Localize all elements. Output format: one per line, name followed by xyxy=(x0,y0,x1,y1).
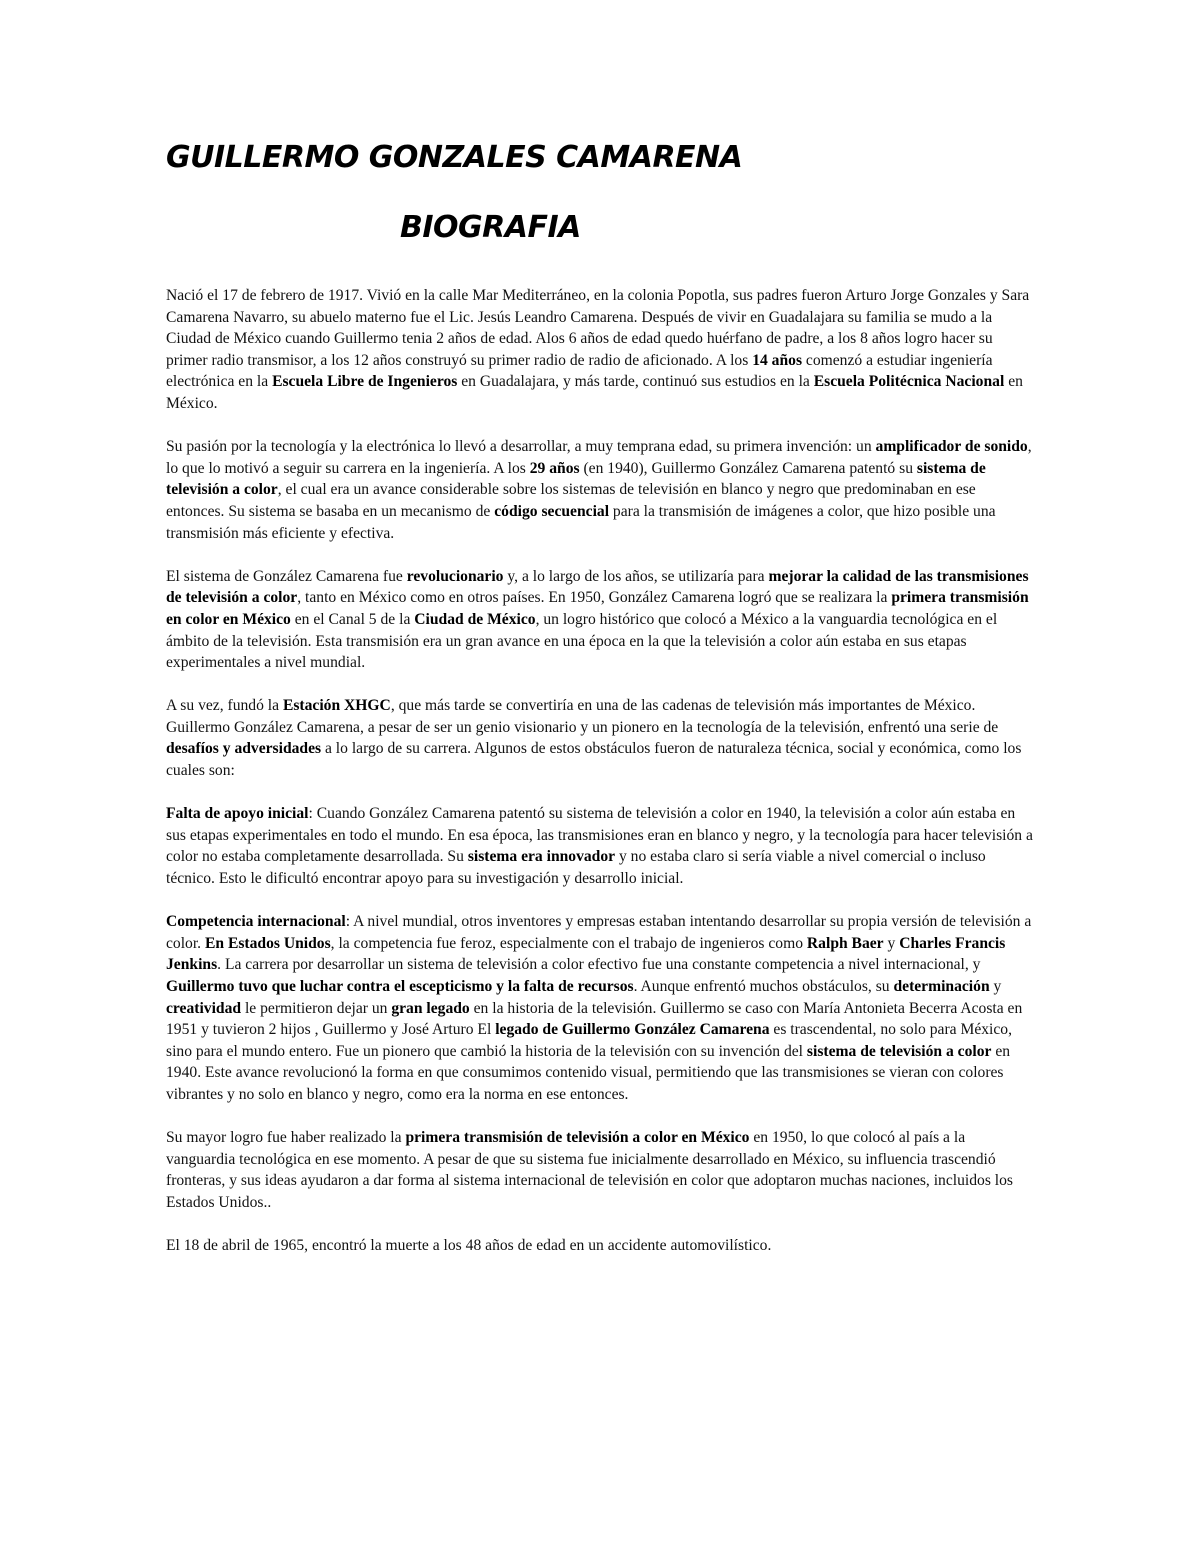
bold-phrase: desafíos y adversidades xyxy=(166,740,322,758)
bold-phrase: Escuela Politécnica Nacional xyxy=(813,373,1005,391)
body-paragraph xyxy=(166,695,1034,781)
bold-phrase: gran legado xyxy=(391,999,470,1017)
text-run: , lo que lo motivó a seguir su carrera en la ingeniería. A los xyxy=(166,438,1032,477)
text-run: en México. xyxy=(166,373,1023,412)
bold-phrase: sistema de televisión a color xyxy=(806,1042,992,1060)
bold-phrase: 14 años xyxy=(752,351,803,369)
text-run: : Cuando González Camarena patentó su sistema de televisión a color en 1940, la televisión a color aún estaba en sus etapas experimentales en todo el mundo. En esa época, las transmisiones eran en blanco y negro, y la tecnología para hacer televisión a color no estaba completamente desarrollada. Su xyxy=(166,805,1033,866)
text-run: en 1940. Este avance revolucionó la forma en que consumimos contenido visual, permitiendo que las transmisiones se vieran con colores vibrantes y no solo en blanco y negro, como era la norma en ese entonces. xyxy=(166,1042,1011,1103)
bold-phrase: Ciudad de México xyxy=(414,610,536,628)
text-run: en Guadalajara, y más tarde, continuó sus estudios en la xyxy=(457,373,814,391)
body-paragraph xyxy=(166,436,1034,544)
bold-phrase: primera transmisión de televisión a color en México xyxy=(405,1129,750,1147)
bold-phrase: creatividad xyxy=(166,999,242,1017)
document-subtitle: BIOGRAFIA xyxy=(400,210,581,245)
bold-phrase: Falta de apoyo inicial xyxy=(166,805,309,823)
bold-phrase: legado de Guillermo González Camarena xyxy=(495,1021,770,1039)
bold-phrase: Escuela Libre de Ingenieros xyxy=(272,373,458,391)
text-run: y xyxy=(989,978,1002,995)
bold-phrase: Competencia internacional xyxy=(166,913,346,931)
text-run: . La carrera por desarrollar un sistema de televisión a color efectivo fue una constante competencia a nivel internacional, y xyxy=(217,956,981,974)
text-run: le permitieron dejar un xyxy=(241,999,392,1017)
text-run: a lo largo de su carrera. Algunos de estos obstáculos fueron de naturaleza técnica, social y económica, como los cuales son: xyxy=(166,740,1022,780)
bold-phrase: amplificador de sonido xyxy=(875,438,1028,456)
text-run: El sistema de González Camarena fue xyxy=(166,567,407,585)
text-run: es trascendental, no solo para México, sino para el mundo entero. Fue un pionero que cambió la historia de la televisión con su invención del xyxy=(166,1021,1012,1060)
bold-phrase: Ralph Baer xyxy=(806,934,884,952)
text-run: para la transmisión de imágenes a color, que hizo posible una transmisión más eficiente y efectiva. xyxy=(166,502,996,542)
bold-phrase: Charles Francis Jenkins xyxy=(166,934,1006,974)
text-run: en el Canal 5 de la xyxy=(290,610,415,628)
body-paragraph xyxy=(166,803,1034,889)
document-body xyxy=(166,285,1034,1278)
text-run: . Aunque enfrentó muchos obstáculos, su xyxy=(633,978,894,995)
text-run: en 1950, lo que colocó al país a la vanguardia tecnológica en ese momento. A pesar de que su sistema fue inicialmente desarrollado en México, su influencia trascendió fronteras, y sus ideas ayudaron a dar forma al sistema internacional de televisión en color que adoptaron muchas naciones, incluidos los Estados Unidos.. xyxy=(166,1129,1013,1211)
text-run: Su pasión por la tecnología y la electrónica lo llevó a desarrollar, a muy temprana edad, su primera invención: un xyxy=(166,438,876,456)
bold-phrase: código secuencial xyxy=(494,502,610,520)
bold-phrase: 29 años xyxy=(529,459,580,477)
bold-phrase: determinación xyxy=(893,978,990,995)
body-paragraph xyxy=(166,285,1034,415)
body-paragraph xyxy=(166,566,1034,674)
text-run: Nació el 17 de febrero de 1917. Vivió en la calle Mar Mediterráneo, en la colonia Popotla, sus padres fueron Arturo Jorge Gonzales y Sara Camarena Navarro, su abuelo materno fue el Lic. Jesús Leandro Camarena. Después de vivir en Guadalajara su familia se mudo a la Ciudad de México cuando Guillermo tenia 2 años de edad. Alos 6 años de edad quedo huérfano de padre, a los 8 años logro hacer su primer radio transmisor, a los 12 años construyó su primer radio de radio de aficionado. A los xyxy=(166,287,1030,369)
text-run: , tanto en México como en otros países. En 1950, González Camarena logró que se realizara la xyxy=(297,589,892,607)
document-title: GUILLERMO GONZALES CAMARENA xyxy=(166,140,743,175)
text-run: El 18 de abril de 1965, encontró la muerte a los 48 años de edad en un accidente automovilístico. xyxy=(166,1237,772,1255)
text-run: Su mayor logro fue haber realizado la xyxy=(166,1129,406,1147)
text-run: (en 1940), Guillermo González Camarena patentó su xyxy=(579,459,917,477)
bold-phrase: En Estados Unidos xyxy=(204,934,331,952)
body-paragraph xyxy=(166,1235,1034,1257)
text-run: y, a lo largo de los años, se utilizaría para xyxy=(503,567,769,585)
bold-phrase: Guillermo tuvo que luchar contra el escepticismo y la falta de recursos xyxy=(166,978,634,995)
text-run: y no estaba claro si sería viable a nivel comercial o incluso técnico. Esto le dificultó encontrar apoyo para su investigación y desarrollo inicial. xyxy=(166,848,986,888)
bold-phrase: revolucionario xyxy=(406,567,504,585)
text-run: , la competencia fue feroz, especialmente con el trabajo de ingenieros como xyxy=(330,934,807,952)
text-run: , el cual era un avance considerable sobre los sistemas de televisión en blanco y negro que predominaban en ese entonces. Su sistema se basaba en un mecanismo de xyxy=(166,481,976,520)
bold-phrase: Estación XHGC xyxy=(282,697,391,715)
body-paragraph xyxy=(166,1127,1034,1213)
text-run: y xyxy=(883,934,900,952)
bold-phrase: sistema de televisión a color xyxy=(166,459,986,499)
text-run: , un logro histórico que colocó a México a la vanguardia tecnológica en el ámbito de la televisión. Esta transmisión era un gran avance en una época en la que la televisión a color aún estaba en sus etapas experimentales a nivel mundial. xyxy=(166,610,998,672)
text-run: en la historia de la televisión. Guillermo se caso con María Antonieta Becerra Acosta en 1951 y tuvieron 2 hijos , Guillermo y José Arturo El xyxy=(166,999,1023,1039)
bold-phrase: mejorar la calidad de las transmisiones de televisión a color xyxy=(166,567,1029,607)
bold-phrase: primera transmisión en color en México xyxy=(166,589,1029,628)
bold-phrase: sistema era innovador xyxy=(467,848,616,866)
text-run: : A nivel mundial, otros inventores y empresas estaban intentando desarrollar su propia versión de televisión a color. xyxy=(166,913,1032,952)
text-run: comenzó a estudiar ingeniería electrónica en la xyxy=(166,351,993,391)
text-run: , que más tarde se convertiría en una de las cadenas de televisión más importantes de México. Guillermo González Camarena, a pesar de ser un genio visionario y un pionero en la tecnología de la televisión, enfrentó una serie de xyxy=(166,697,999,736)
body-paragraph xyxy=(166,911,1034,1105)
text-run: A su vez, fundó la xyxy=(166,697,283,715)
